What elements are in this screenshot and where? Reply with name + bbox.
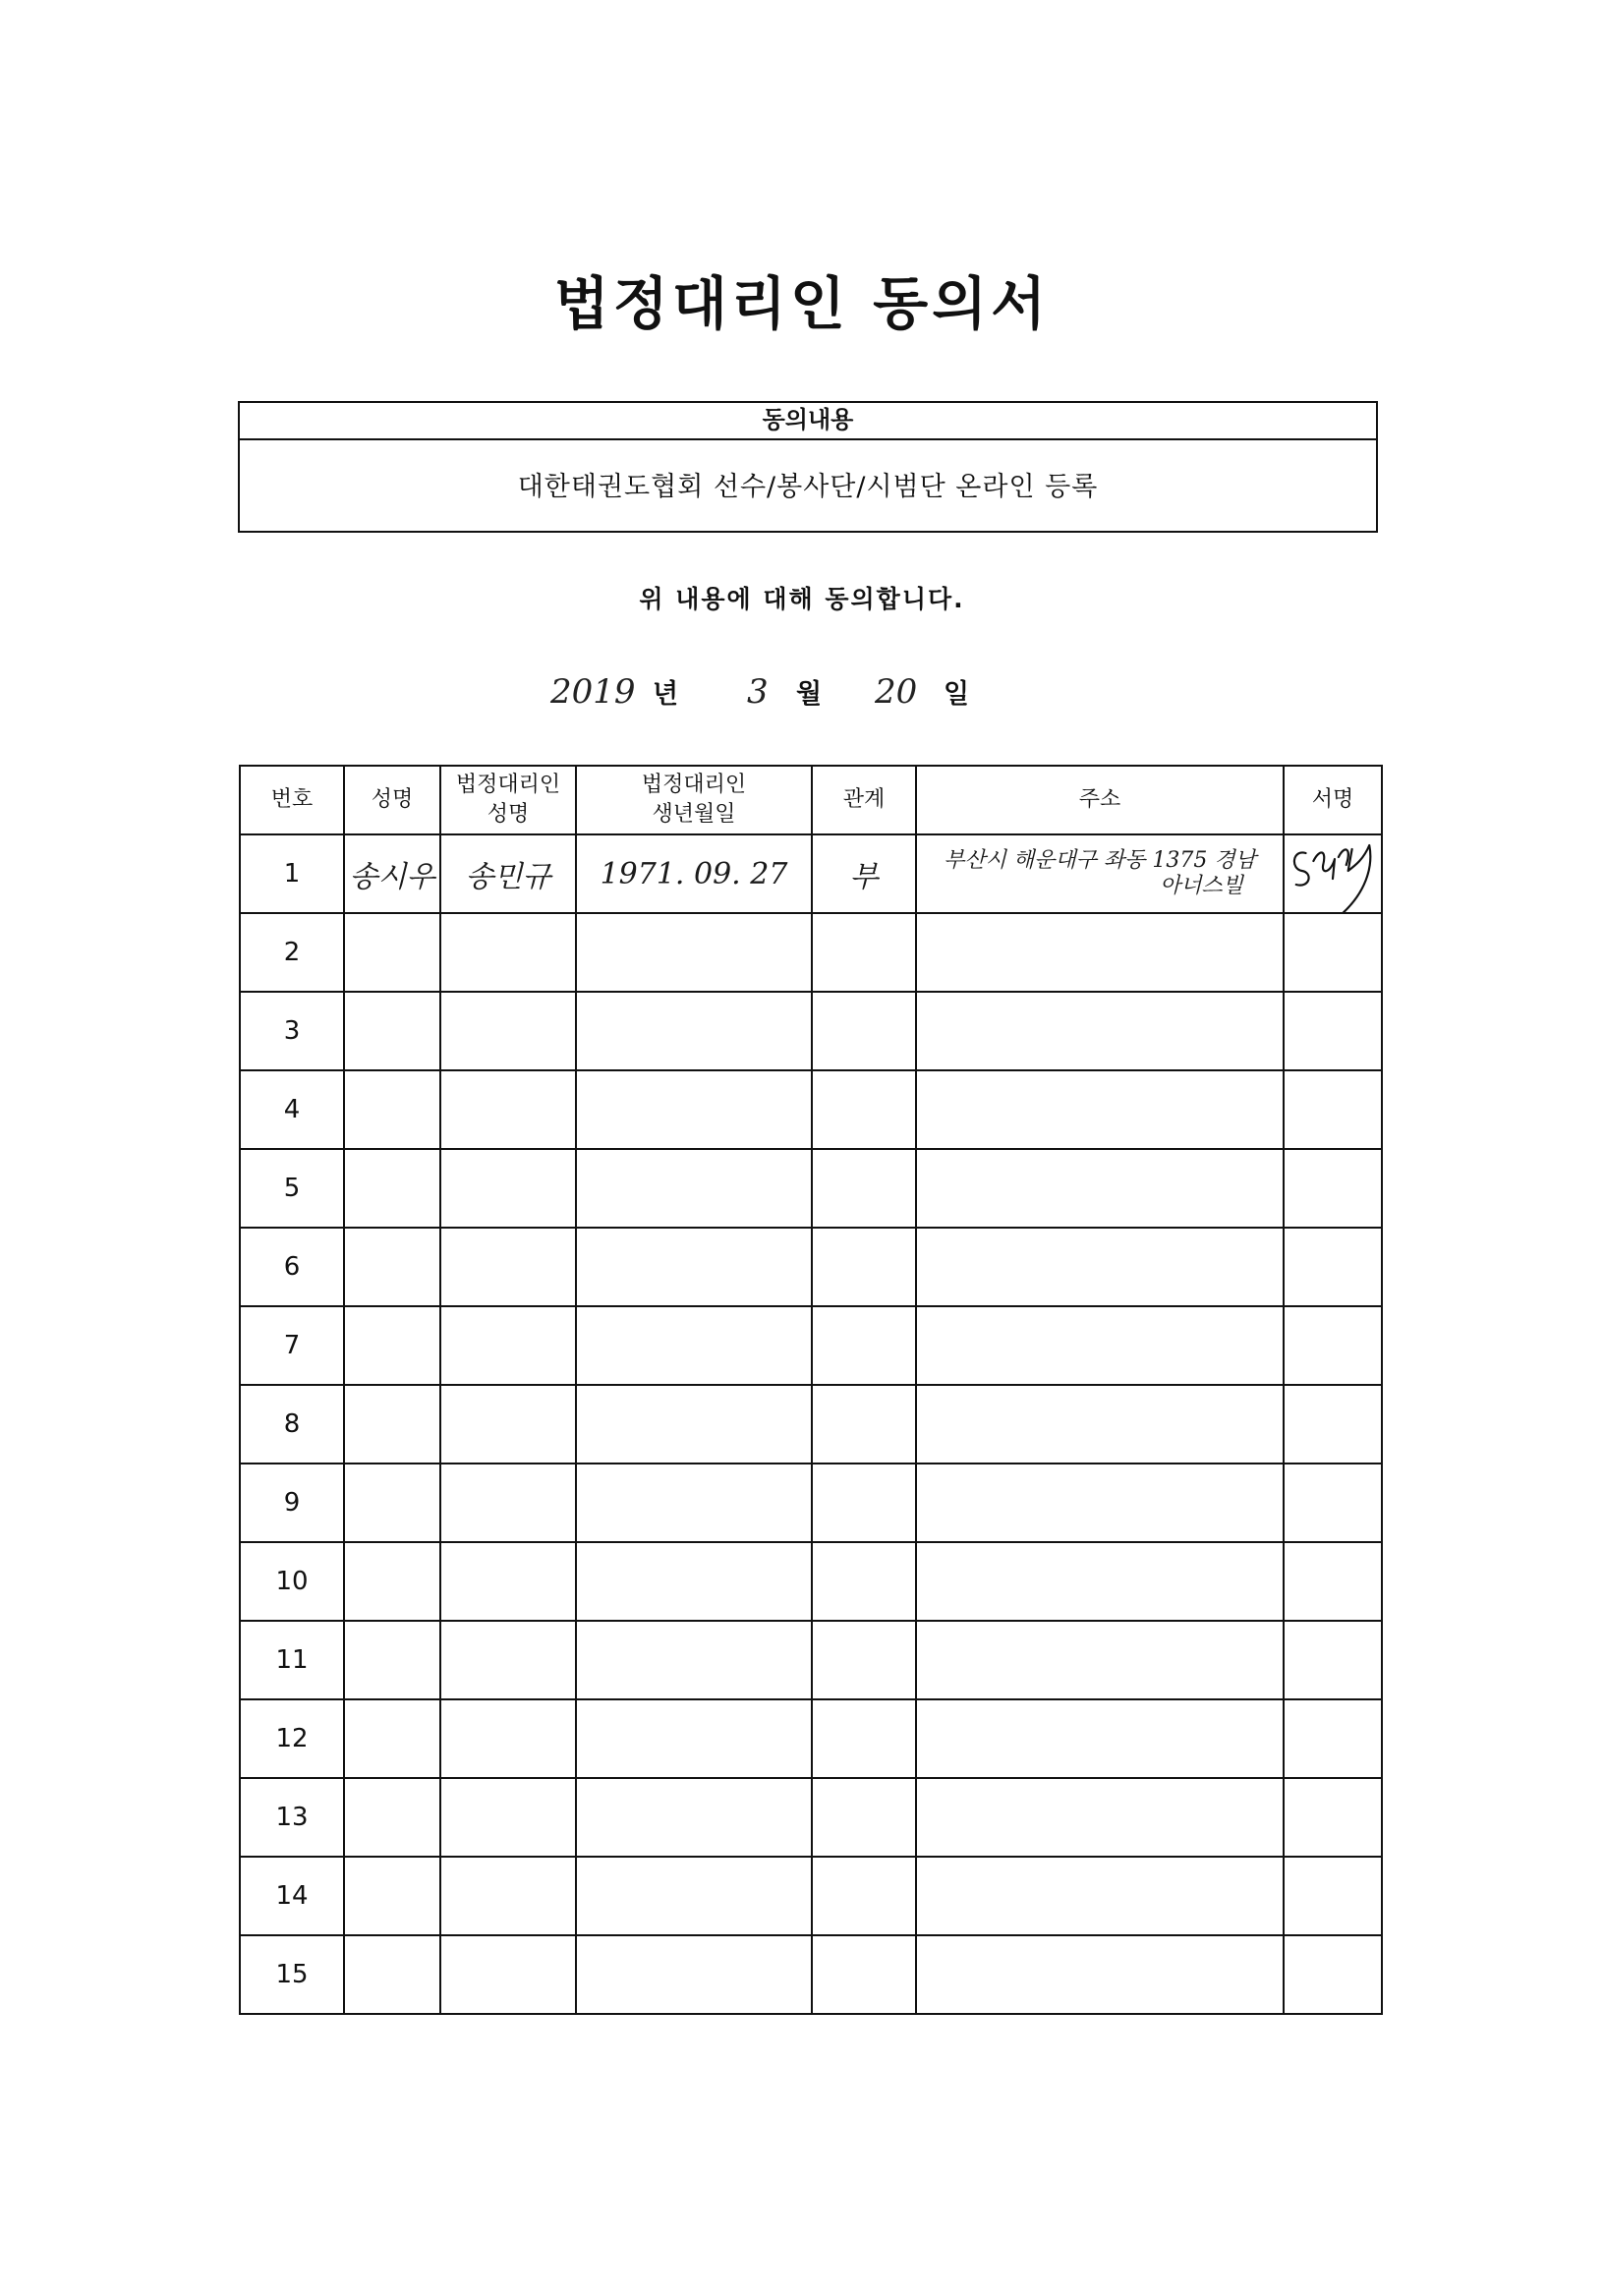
row-number: 12	[240, 1699, 344, 1778]
row-number: 15	[240, 1935, 344, 2014]
cell-signature[interactable]	[1284, 1699, 1382, 1778]
row-number: 14	[240, 1857, 344, 1935]
cell-relation[interactable]	[812, 1228, 916, 1306]
cell-guardian-name[interactable]	[440, 1778, 576, 1857]
cell-address[interactable]	[916, 1699, 1284, 1778]
cell-signature[interactable]	[1284, 834, 1382, 913]
date-day[interactable]: 20	[875, 672, 918, 712]
cell-guardian-name[interactable]	[440, 1542, 576, 1621]
cell-guardian-name[interactable]	[440, 1699, 576, 1778]
row-number: 5	[240, 1149, 344, 1228]
cell-signature[interactable]	[1284, 1070, 1382, 1149]
cell-name[interactable]	[344, 913, 440, 992]
cell-guardian-birth[interactable]	[576, 1935, 812, 2014]
table-header-row	[240, 766, 1382, 834]
row-number: 8	[240, 1385, 344, 1464]
cell-address[interactable]	[916, 1778, 1284, 1857]
cell-address[interactable]	[916, 1228, 1284, 1306]
cell-guardian-name[interactable]	[440, 1621, 576, 1699]
cell-address-line2: 아너스빌	[1159, 874, 1243, 898]
cell-signature[interactable]	[1284, 1857, 1382, 1935]
cell-guardian-birth[interactable]	[576, 1306, 812, 1385]
cell-name[interactable]	[344, 1228, 440, 1306]
cell-guardian-name[interactable]	[440, 1935, 576, 2014]
table-row	[240, 834, 1382, 913]
table-row	[240, 1621, 1382, 1699]
cell-relation[interactable]	[812, 834, 916, 913]
cell-name[interactable]	[344, 1699, 440, 1778]
cell-relation[interactable]	[812, 1542, 916, 1621]
cell-address[interactable]	[916, 1621, 1284, 1699]
table-row	[240, 1542, 1382, 1621]
table-row	[240, 1385, 1382, 1464]
cell-relation[interactable]	[812, 1621, 916, 1699]
cell-address[interactable]	[916, 913, 1284, 992]
cell-relation[interactable]	[812, 1464, 916, 1542]
header-guardian-name-line1: 법정대리인	[455, 773, 561, 797]
header-guardian-birth-line2: 생년월일	[652, 802, 736, 827]
cell-guardian-name[interactable]	[440, 1464, 576, 1542]
cell-signature[interactable]	[1284, 1385, 1382, 1464]
guardian-table	[239, 765, 1383, 2015]
cell-address[interactable]	[916, 992, 1284, 1070]
cell-guardian-birth[interactable]	[576, 1542, 812, 1621]
table-row	[240, 1699, 1382, 1778]
cell-address[interactable]	[916, 1070, 1284, 1149]
cell-relation[interactable]	[812, 1385, 916, 1464]
date-month-unit: 월	[796, 679, 823, 710]
cell-guardian-name[interactable]	[440, 1070, 576, 1149]
table-row	[240, 1306, 1382, 1385]
cell-guardian-birth[interactable]	[576, 1778, 812, 1857]
cell-relation[interactable]	[812, 1935, 916, 2014]
cell-address[interactable]	[916, 1306, 1284, 1385]
cell-relation[interactable]	[812, 913, 916, 992]
cell-name[interactable]	[344, 1935, 440, 2014]
cell-name[interactable]	[344, 1464, 440, 1542]
cell-address[interactable]	[916, 1935, 1284, 2014]
header-guardian-name	[440, 766, 576, 834]
cell-name[interactable]	[344, 1306, 440, 1385]
table-row	[240, 913, 1382, 992]
cell-guardian-birth[interactable]	[576, 992, 812, 1070]
cell-guardian-name[interactable]	[440, 1149, 576, 1228]
cell-guardian-birth[interactable]	[576, 1228, 812, 1306]
date-year[interactable]: 2019	[550, 672, 636, 712]
header-signature: 서명	[1284, 766, 1382, 834]
cell-address[interactable]	[916, 1542, 1284, 1621]
cell-signature[interactable]	[1284, 1778, 1382, 1857]
cell-signature[interactable]	[1284, 1935, 1382, 2014]
cell-address[interactable]	[916, 1385, 1284, 1464]
table-row	[240, 1149, 1382, 1228]
cell-guardian-name[interactable]	[440, 913, 576, 992]
cell-guardian-birth-text: 1971. 09. 27	[600, 856, 788, 891]
consent-content-box	[238, 401, 1378, 533]
cell-signature[interactable]	[1284, 1621, 1382, 1699]
cell-address[interactable]	[916, 1857, 1284, 1935]
row-number: 13	[240, 1778, 344, 1857]
header-guardian-name-line2: 성명	[487, 802, 530, 827]
cell-name[interactable]	[344, 1778, 440, 1857]
consent-content-body: 대한태권도협회 선수/봉사단/시범단 온라인 등록	[517, 472, 1099, 502]
cell-signature[interactable]	[1284, 1149, 1382, 1228]
table-row	[240, 1935, 1382, 2014]
cell-guardian-name[interactable]	[440, 1306, 576, 1385]
row-number: 9	[240, 1464, 344, 1542]
agreement-statement: 위 내용에 대해 동의합니다.	[639, 585, 965, 613]
row-number: 7	[240, 1306, 344, 1385]
cell-guardian-name[interactable]	[440, 992, 576, 1070]
cell-name[interactable]	[344, 1542, 440, 1621]
date-month[interactable]: 3	[747, 672, 769, 712]
cell-relation-text: 부	[849, 860, 879, 894]
table-row	[240, 1857, 1382, 1935]
cell-guardian-birth[interactable]	[576, 913, 812, 992]
table-row	[240, 1228, 1382, 1306]
cell-address[interactable]	[916, 1149, 1284, 1228]
document-title: 법정대리인 동의서	[553, 270, 1051, 337]
cell-guardian-name-text: 송민규	[465, 860, 551, 894]
date-line	[550, 664, 1140, 723]
cell-name[interactable]	[344, 992, 440, 1070]
cell-relation[interactable]	[812, 1778, 916, 1857]
handwritten-signature-icon	[1285, 835, 1381, 912]
cell-guardian-birth[interactable]	[576, 1857, 812, 1935]
cell-guardian-name[interactable]	[440, 1228, 576, 1306]
row-number: 11	[240, 1621, 344, 1699]
cell-name[interactable]	[344, 1621, 440, 1699]
table-row	[240, 1464, 1382, 1542]
date-day-unit: 일	[944, 679, 970, 710]
cell-signature[interactable]	[1284, 1306, 1382, 1385]
row-number: 3	[240, 992, 344, 1070]
cell-guardian-birth[interactable]	[576, 834, 812, 913]
cell-relation[interactable]	[812, 1857, 916, 1935]
header-name: 성명	[344, 766, 440, 834]
cell-address-line1: 부산시 해운대구 좌동 1375 경남	[944, 848, 1256, 873]
row-number: 1	[240, 834, 344, 913]
header-address: 주소	[916, 766, 1284, 834]
consent-content-header: 동의내용	[240, 403, 1376, 440]
cell-signature[interactable]	[1284, 1464, 1382, 1542]
cell-signature[interactable]	[1284, 992, 1382, 1070]
row-number: 4	[240, 1070, 344, 1149]
row-number: 6	[240, 1228, 344, 1306]
cell-name[interactable]	[344, 834, 440, 913]
cell-signature[interactable]	[1284, 913, 1382, 992]
header-guardian-birth-line1: 법정대리인	[641, 773, 747, 797]
cell-address[interactable]	[916, 834, 1284, 913]
cell-signature[interactable]	[1284, 1542, 1382, 1621]
cell-relation[interactable]	[812, 1306, 916, 1385]
cell-guardian-name[interactable]	[440, 1385, 576, 1464]
table-row	[240, 1778, 1382, 1857]
cell-guardian-birth[interactable]	[576, 1149, 812, 1228]
table-row	[240, 1070, 1382, 1149]
cell-relation[interactable]	[812, 1699, 916, 1778]
header-guardian-birth	[576, 766, 812, 834]
cell-guardian-birth[interactable]	[576, 1385, 812, 1464]
date-year-unit: 년	[653, 679, 679, 710]
cell-name-text: 송시우	[349, 860, 435, 894]
cell-guardian-name[interactable]	[440, 834, 576, 913]
header-relation: 관계	[812, 766, 916, 834]
cell-guardian-birth[interactable]	[576, 1699, 812, 1778]
cell-name[interactable]	[344, 1149, 440, 1228]
cell-signature[interactable]	[1284, 1228, 1382, 1306]
table-row	[240, 992, 1382, 1070]
cell-name[interactable]	[344, 1385, 440, 1464]
cell-relation[interactable]	[812, 1070, 916, 1149]
cell-relation[interactable]	[812, 992, 916, 1070]
cell-name[interactable]	[344, 1070, 440, 1149]
row-number: 2	[240, 913, 344, 992]
cell-name[interactable]	[344, 1857, 440, 1935]
cell-relation[interactable]	[812, 1149, 916, 1228]
cell-guardian-name[interactable]	[440, 1857, 576, 1935]
cell-guardian-birth[interactable]	[576, 1621, 812, 1699]
row-number: 10	[240, 1542, 344, 1621]
cell-address[interactable]	[916, 1464, 1284, 1542]
header-no: 번호	[240, 766, 344, 834]
cell-guardian-birth[interactable]	[576, 1464, 812, 1542]
cell-guardian-birth[interactable]	[576, 1070, 812, 1149]
